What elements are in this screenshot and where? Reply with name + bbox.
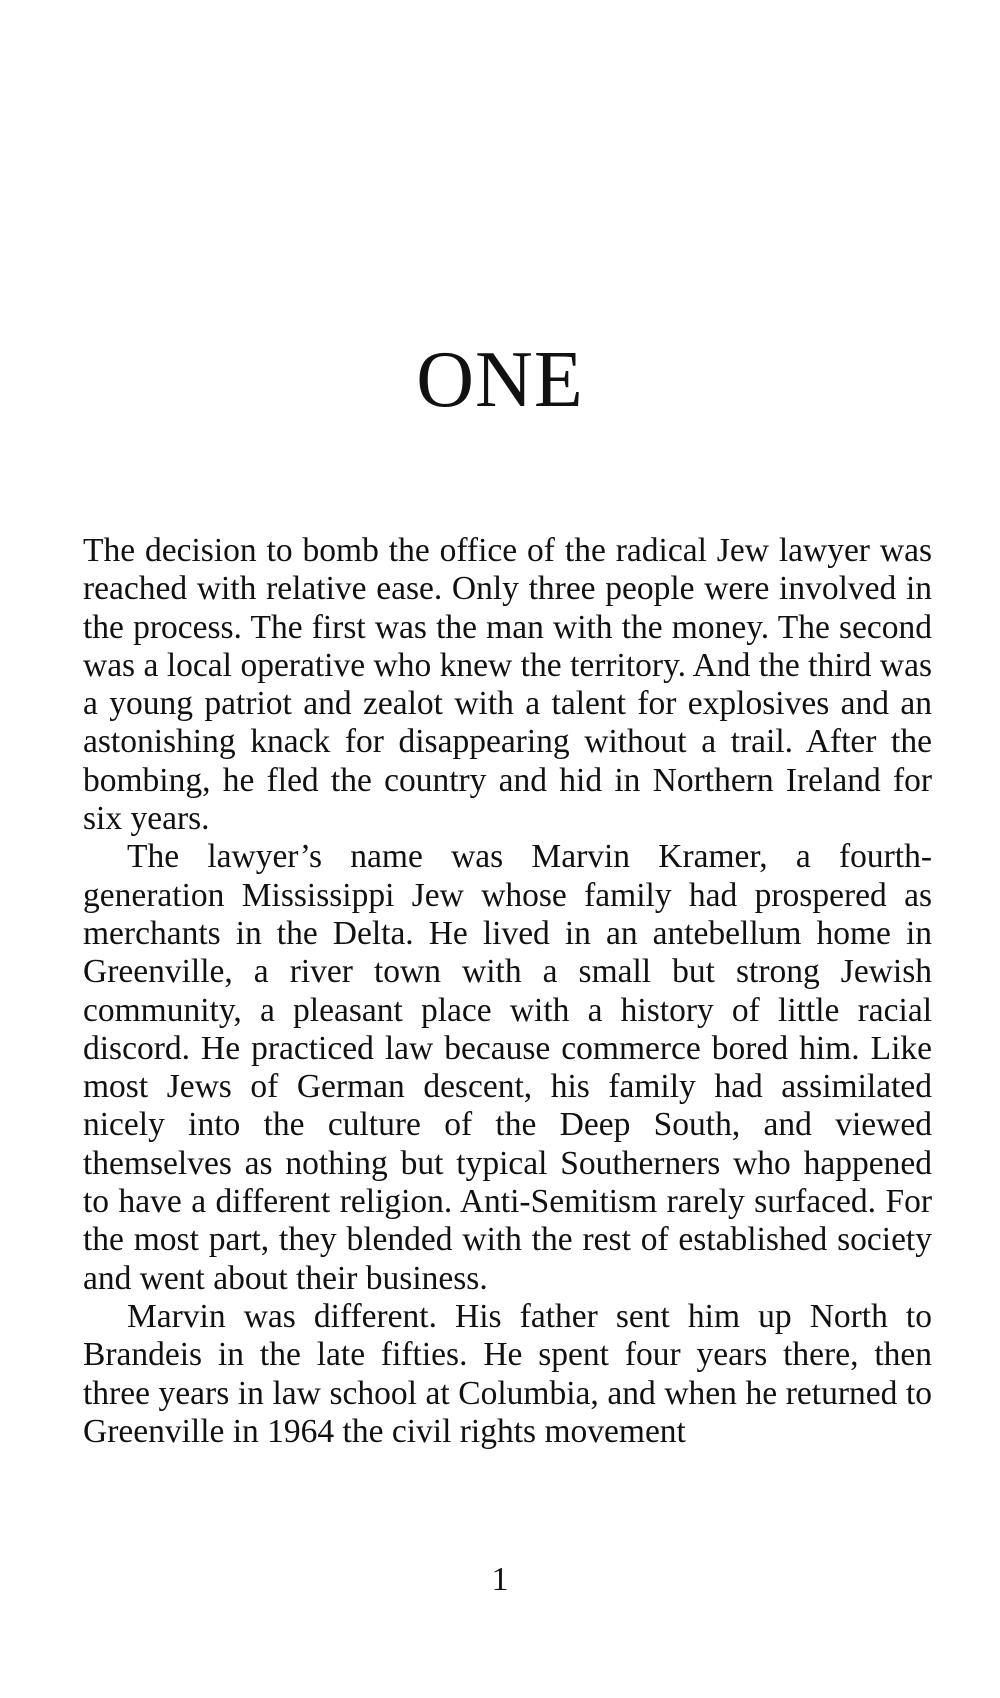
paragraph-1: The decision to bomb the office of the radical Jew lawyer was reached with relative ease. Only three people were involved in the process. The first was the man with the money. The second was a local operative who knew the territory. And the third was a young patriot and zealot with a talent for explosives and an astonishing knack for disappearing without a trail. After the bombing, he fled the country and hid in Northern Ireland for six years. <box>83 532 932 838</box>
chapter-title: ONE <box>416 336 584 424</box>
chapter-body <box>83 532 932 1451</box>
paragraph-2: The lawyer’s name was Marvin Kramer, a fourth-generation Mississippi Jew whose family had prospered as merchants in the Delta. He lived in an antebellum home in Greenville, a river town with a small but strong Jewish community, a pleasant place with a history of little racial discord. He practiced law because commerce bored him. Like most Jews of German descent, his family had assimilated nicely into the culture of the Deep South, and viewed themselves as nothing but typical Southerners who happened to have a different religion. Anti-Semitism rarely surfaced. For the most part, they blended with the rest of established society and went about their business. <box>83 838 932 1297</box>
paragraph-3: Marvin was different. His father sent him up North to Brandeis in the late fifties. He spent four years there, then three years in law school at Columbia, and when he returned to Greenville in 1964 the civil rights movement <box>83 1297 932 1450</box>
page-number: 1 <box>491 1561 509 1598</box>
